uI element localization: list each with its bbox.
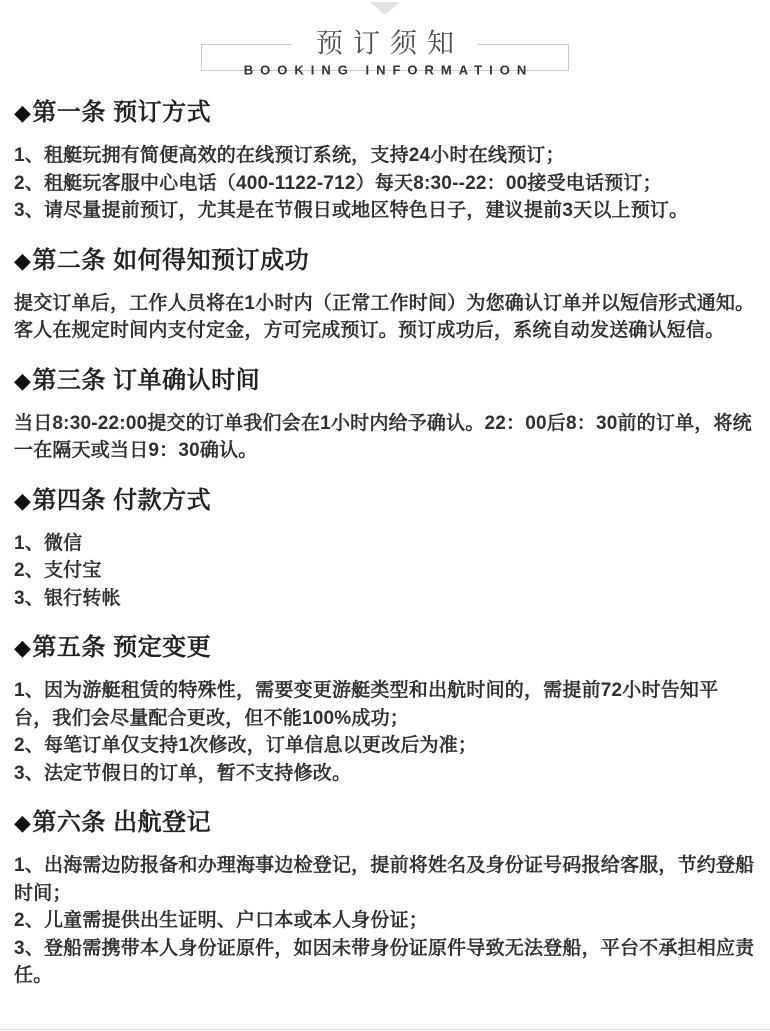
section-heading-text: 第四条 付款方式 — [32, 486, 212, 514]
diamond-icon: ◆ — [14, 487, 32, 513]
section-heading-text: 第五条 预定变更 — [32, 634, 212, 661]
section-booking-success — [14, 246, 756, 345]
list-item: 1、租艇玩拥有简便高效的在线预订系统，支持24小时在线预订； — [14, 145, 565, 166]
diamond-icon: ◆ — [14, 100, 32, 125]
list-item: 1、出海需边防报备和办理海事边检登记，提前将姓名及身份证号码报给客服，节约登船时间； — [14, 855, 755, 904]
list-item: 3、法定节假日的订单，暂不支持修改。 — [14, 762, 352, 784]
bottom-divider — [0, 1029, 770, 1030]
page-header-frame — [201, 28, 569, 78]
section-heading — [14, 486, 756, 516]
list-item: 2、支付宝 — [14, 560, 102, 581]
list-item: 2、租艇玩客服中心电话（400-1122-712）每天8:30--22：00接受电话预订； — [14, 172, 662, 194]
section-heading — [14, 808, 756, 838]
section-heading — [14, 633, 756, 663]
triangle-down-icon — [370, 2, 400, 15]
list-item: 2、儿童需提供出生证明、户口本或本人身份证； — [14, 910, 428, 931]
section-heading-text: 第二条 如何得知预订成功 — [32, 246, 310, 274]
section-booking-method — [14, 98, 756, 225]
list-item: 1、微信 — [14, 532, 83, 554]
list-item: 3、请尽量提前预订，尤其是在节假日或地区特色日子，建议提前3天以上预订。 — [14, 200, 689, 221]
list-item: 3、银行转帐 — [14, 587, 121, 609]
diamond-icon: ◆ — [14, 367, 32, 393]
page-subtitle: BOOKING INFORMATION — [243, 62, 534, 78]
list-item: 2、每笔订单仅支持1次修改，订单信息以更改后为准； — [14, 735, 478, 756]
section-payment-method — [14, 486, 756, 613]
section-heading-text: 第三条 订单确认时间 — [32, 366, 261, 394]
list-item: 1、因为游艇租赁的特殊性，需要变更游艇类型和出航时间的，需提前72小时告知平台，我们会尽量配合更改，但不能100%成功； — [14, 680, 719, 729]
section-heading-text: 第一条 预订方式 — [32, 99, 212, 126]
diamond-icon: ◆ — [14, 247, 32, 273]
content-area — [0, 82, 770, 990]
section-confirmation-time — [14, 366, 756, 465]
diamond-icon: ◆ — [14, 635, 32, 660]
section-booking-change — [14, 633, 756, 787]
list-item: 3、登船需携带本人身份证原件，如因未带身份证原件导致无法登船，平台不承担相应责任。 — [14, 937, 755, 986]
section-heading-text: 第六条 出航登记 — [32, 809, 212, 836]
section-heading — [14, 246, 756, 276]
section-heading — [14, 98, 756, 128]
section-departure-registration — [14, 808, 756, 990]
paragraph: 当日8:30-22:00提交的订单我们会在1小时内给予确认。22：00后8：30前的订单，将统一在隔天或当日9：30确认。 — [14, 412, 752, 461]
page-title: 预订须知 — [292, 30, 478, 60]
paragraph: 提交订单后，工作人员将在1小时内（正常工作时间）为您确认订单并以短信形式通知。客人在规定时间内支付定金，方可完成预订。预订成功后，系统自动发送确认短信。 — [14, 292, 755, 341]
section-heading — [14, 366, 756, 396]
diamond-icon: ◆ — [14, 810, 32, 835]
